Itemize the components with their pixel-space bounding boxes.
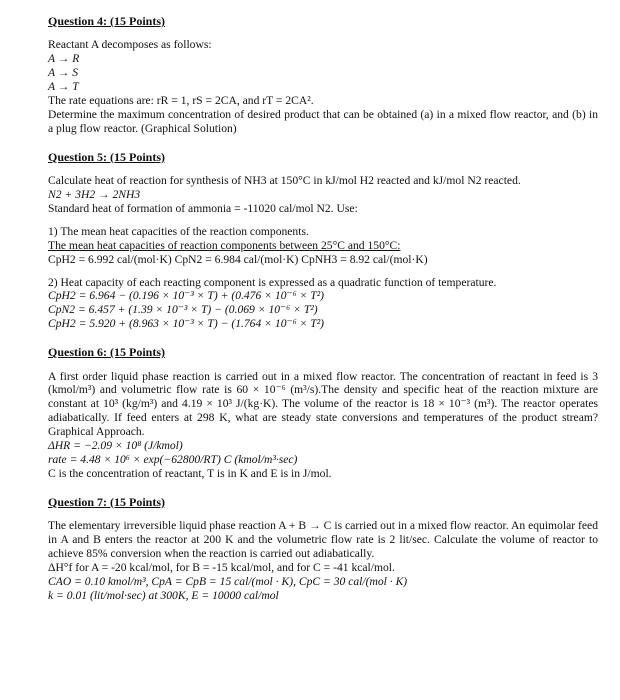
question-5-title: Question 5: (15 Points) [48, 149, 165, 164]
cp-eq-1: CpH2 = 6.964 − (0.196 × 10⁻³ × T) + (0.476 × 10⁻⁶ × T²) [48, 289, 325, 303]
ammonia-reaction: N2 + 3H2 → 2NH3 [48, 188, 141, 202]
standard-heat: Standard heat of formation of ammonia = -11020 cal/mol N2. Use: [48, 201, 358, 215]
question-4-task: Determine the maximum concentration of desired product that can be obtained (a) in a mixed flow reactor, and (b) in a plug flow reactor. (Graphical Solution) [48, 107, 598, 135]
rate-constant: k = 0.01 (lit/mol·sec) at 300K, E = 10000 cal/mol [48, 588, 279, 602]
question-5 [48, 150, 598, 331]
question-4 [48, 14, 598, 136]
question-5-task: Calculate heat of reaction for synthesis of NH3 at 150°C in kJ/mol H2 reacted and kJ/mol N2 reacted. [48, 174, 521, 188]
heat-of-reaction: ΔHR = −2.09 × 10⁸ (J/kmol) [48, 439, 183, 453]
rate-expression: rate = 4.48 × 10⁶ × exp(−62800/RT) C (kmol/m³·sec) [48, 453, 298, 467]
case-1-title: 1) The mean heat capacities of the reaction components. [48, 224, 309, 238]
question-4-title: Question 4: (15 Points) [48, 14, 165, 28]
question-6-body: A first order liquid phase reaction is carried out in a mixed flow reactor. The concentration of reactant in feed is 3 (kmol/m³) and volumetric flow rate is 60 × 10⁻⁶ (m³/s).The density and specific heat of the reaction mixture are constant at 10³ (kg/m³) and 4.19 × 10³ J/(kg·K). The volume of the reactor is 18 × 10⁻³ (m³). The reactor operates adiabatically. If feed enters at 298 K, what are steady state conversions and temperatures of the product stream? Graphical Approach. [48, 369, 598, 439]
question-7 [48, 495, 598, 603]
reaction-1: A → R [48, 52, 80, 66]
cp-eq-2: CpN2 = 6.457 + (1.39 × 10⁻³ × T) − (0.069 × 10⁻⁶ × T²) [48, 303, 318, 317]
question-6-note: C is the concentration of reactant, T is in K and E is in J/mol. [48, 466, 332, 480]
question-7-body: The elementary irreversible liquid phase reaction A + B → C is carried out in a mixed flow reactor. An equimolar feed in A and B enters the reactor at 200 K and the volumetric flow rate is 2 lit/sec. Calculate the volume of reactor to achieve 85% conversion when the reaction is carried out adiabatically. [48, 519, 598, 561]
reaction-3: A → T [48, 80, 79, 94]
question-6 [48, 345, 598, 481]
rate-equations: The rate equations are: rR = 1, rS = 2CA, and rT = 2CA². [48, 94, 314, 108]
feed-and-cp: CAO = 0.10 kmol/m³, CpA = CpB = 15 cal/(mol · K), CpC = 30 cal/(mol · K) [48, 574, 408, 588]
question-6-title: Question 6: (15 Points) [48, 345, 165, 360]
reaction-2: A → S [48, 66, 79, 80]
case-2-title: 2) Heat capacity of each reacting component is expressed as a quadratic function of temperature. [48, 275, 497, 289]
case-1-desc: The mean heat capacities of reaction components between 25°C and 150°C: [48, 238, 401, 252]
question-7-title: Question 7: (15 Points) [48, 494, 165, 509]
heats-of-formation: ΔH°f for A = -20 kcal/mol, for B = -15 kcal/mol, and for C = -41 kcal/mol. [48, 560, 395, 574]
cp-eq-3: CpH2 = 5.920 + (8.963 × 10⁻³ × T) − (1.764 × 10⁻⁶ × T²) [48, 317, 325, 331]
question-4-intro: Reactant A decomposes as follows: [48, 38, 212, 52]
case-1-values: CpH2 = 6.992 cal/(mol·K) CpN2 = 6.984 cal/(mol·K) CpNH3 = 8.92 cal/(mol·K) [48, 252, 428, 266]
